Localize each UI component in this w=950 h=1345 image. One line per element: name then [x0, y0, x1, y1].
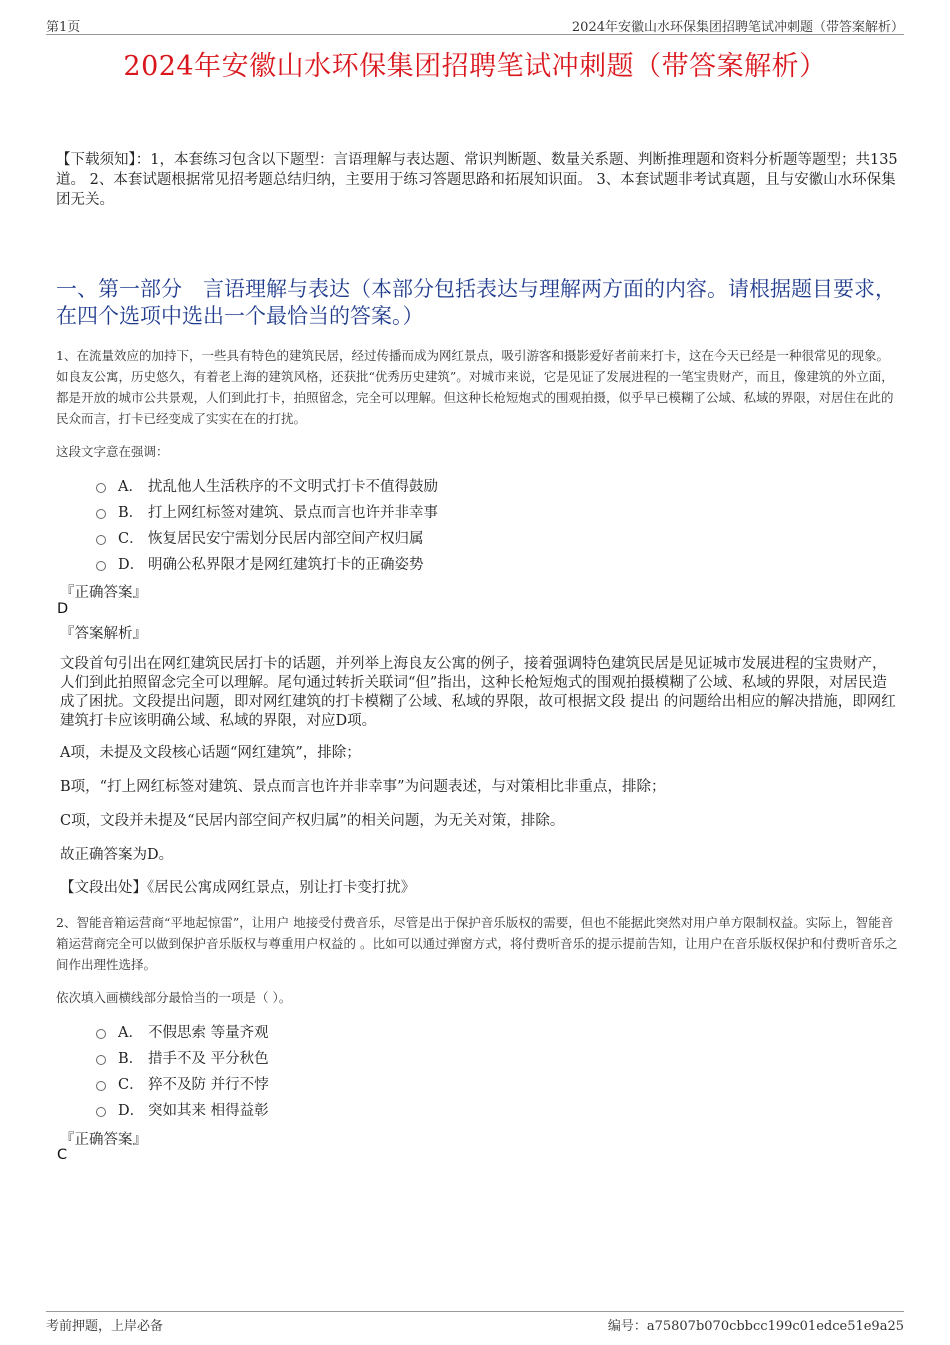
- option-b[interactable]: B． 打上网红标签对建筑、景点而言也许并非幸事: [96, 498, 438, 524]
- option-a[interactable]: A． 不假思索 等量齐观: [96, 1018, 269, 1044]
- answer-label: 『正确答案』: [60, 1132, 147, 1148]
- question-1-text: 1、在流量效应的加持下，一些具有特色的建筑民居，经过传播而成为网红景点，吸引游客和摄影爱好者前来打卡，这在今天已经是一种很常见的现象。如良友公寓，历史悠久，有着老上海的建筑风格，还获批“优秀历史建筑”。对城市来说，它是见证了发展进程的一笔宝贵财产，而且，像建筑的外立面，都是开放的城市公共景观，人们到此打卡，拍照留念，完全可以理解。但这种长枪短炮式的围观拍摄，似乎早已模糊了公域、私域的界限，对居住在此的民众而言，打卡已经变成了实实在在的打扰。: [56, 348, 894, 426]
- page-number: 第1页: [46, 20, 81, 35]
- radio-icon[interactable]: [96, 1029, 106, 1039]
- option-a[interactable]: A． 扰乱他人生活秩序的不文明式打卡不值得鼓励: [96, 472, 438, 498]
- analysis-conclusion: 故正确答案为D。: [60, 847, 174, 863]
- radio-icon[interactable]: [96, 1107, 106, 1117]
- radio-icon[interactable]: [96, 1055, 106, 1065]
- download-notice: 【下载须知】：1，本套练习包含以下题型：言语理解与表达题、常识判断题、数量关系题、判断推理题和资料分析题等题型；共135道。 2、本套试题根据常见招考题总结归纳，主要用于练习答题思路和拓展知识面。 3、本套试题非考试真题，且与安徽山水环保集团无关。: [56, 152, 898, 208]
- analysis-option-a: A项，未提及文段核心话题“网红建筑”，排除；: [60, 745, 361, 761]
- passage-source: 【文段出处】《居民公寓成网红景点，别让打卡变打扰》: [60, 880, 416, 896]
- question-1-prompt: 这段文字意在强调：: [56, 444, 169, 459]
- question-2-options: [96, 1018, 269, 1122]
- question-2-text: 2、智能音箱运营商“平地起惊雷”，让用户 地接受付费音乐，尽管是出于保护音乐版权的需要，但也不能据此突然对用户单方限制权益。实际上，智能音箱运营商完全可以做到保护音乐版权与尊重用户权益的 。比如可以通过弹窗方式，将付费听音乐的提示提前告知，让用户在音乐版权保护和付费听音乐之间作出理性选择。: [56, 915, 898, 972]
- option-d[interactable]: D． 突如其来 相得益彰: [96, 1096, 269, 1122]
- analysis-option-b: B项，“打上网红标签对建筑、景点而言也许并非幸事”为问题表述，与对策相比非重点，排除；: [60, 779, 666, 795]
- analysis-label: 『答案解析』: [60, 626, 147, 642]
- option-d[interactable]: D． 明确公私界限才是网红建筑打卡的正确姿势: [96, 550, 438, 576]
- answer-label: 『正确答案』: [60, 585, 147, 601]
- footer-slogan: 考前押题，上岸必备: [46, 1319, 164, 1334]
- page-footer: [46, 1311, 904, 1334]
- option-b[interactable]: B． 措手不及 平分秋色: [96, 1044, 269, 1070]
- option-c[interactable]: C． 恢复居民安宁需划分民居内部空间产权归属: [96, 524, 438, 550]
- radio-icon[interactable]: [96, 561, 106, 571]
- radio-icon[interactable]: [96, 483, 106, 493]
- option-c[interactable]: C． 猝不及防 并行不悖: [96, 1070, 269, 1096]
- page-header: [46, 14, 904, 35]
- question-2-prompt: 依次填入画横线部分最恰当的一项是（ ）。: [56, 990, 292, 1005]
- answer-value: D: [57, 601, 69, 617]
- radio-icon[interactable]: [96, 509, 106, 519]
- analysis-option-c: C项，文段并未提及“民居内部空间产权归属”的相关问题，为无关对策，排除。: [60, 813, 565, 829]
- analysis-text: 文段首句引出在网红建筑民居打卡的话题，并列举上海良友公寓的例子，接着强调特色建筑民居是见证城市发展进程的宝贵财产，人们到此拍照留念完全可以理解。尾句通过转折关联词“但”指出，这种长枪短炮式的围观拍摄模糊了公域、私域的界限，对居民造成了困扰。文段提出问题，即对网红建筑的打卡模糊了公域、私域的界限，故可根据文段 提出 的问题给出相应的解决措施，即网红建筑打卡应该明确公域、私域的界限，对应D项。: [60, 656, 896, 729]
- radio-icon[interactable]: [96, 535, 106, 545]
- header-doc-title: 2024年安徽山水环保集团招聘笔试冲刺题（带答案解析）: [571, 20, 904, 35]
- document-id: 编号：a75807b070cbbcc199c01edce51e9a25: [607, 1319, 904, 1334]
- question-1-options: [96, 472, 438, 576]
- section-heading: 一、第一部分 言语理解与表达（本部分包括表达与理解两方面的内容。请根据题目要求，在四个选项中选出一个最恰当的答案。）: [56, 277, 896, 328]
- page-title: 2024年安徽山水环保集团招聘笔试冲刺题（带答案解析）: [123, 51, 827, 82]
- answer-value: C: [57, 1147, 68, 1163]
- radio-icon[interactable]: [96, 1081, 106, 1091]
